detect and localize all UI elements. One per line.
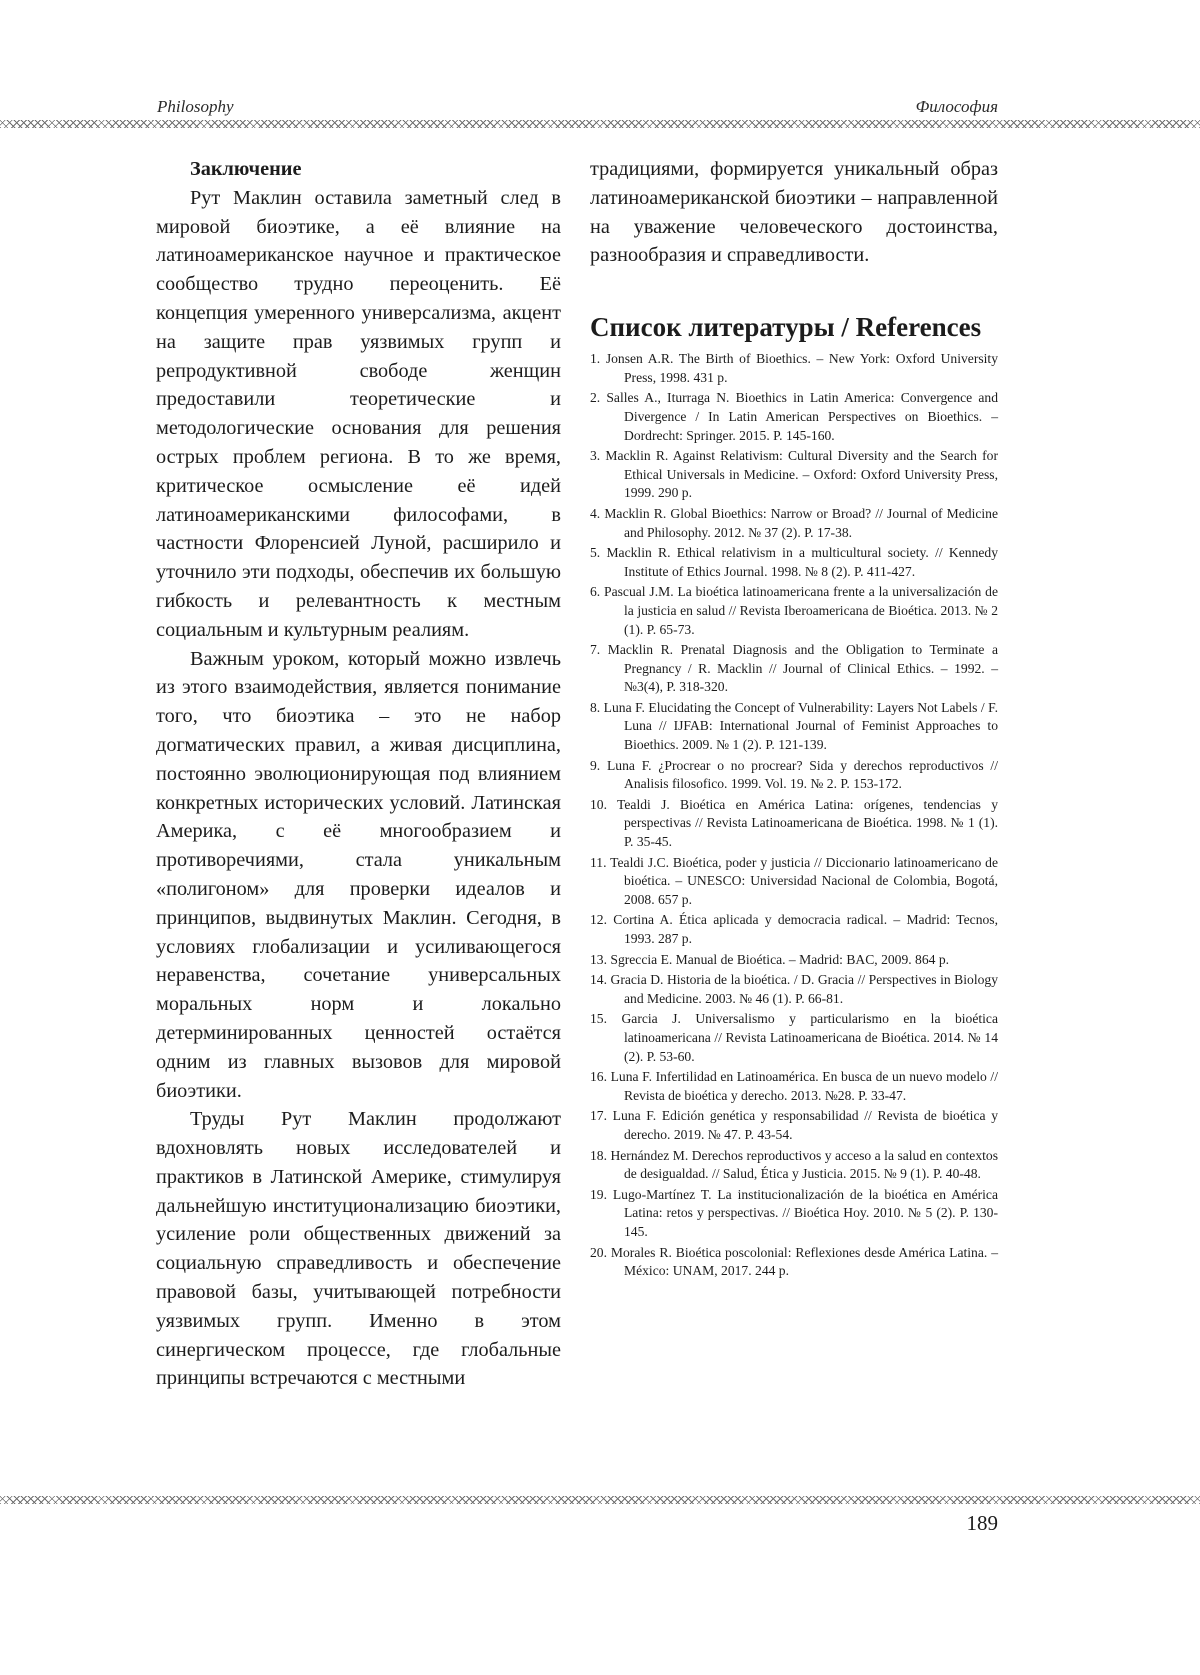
left-column xyxy=(156,155,561,1393)
reference-item: 13. Sgreccia E. Manual de Bioética. – Madrid: BAC, 2009. 864 p. xyxy=(590,951,950,967)
paragraph: Важным уроком, который можно извлечь из этого взаимодействия, является понимание того, что биоэтика – это не набор догматических правил, а живая дисциплина, постоянно эволюционирующая под влиянием конкретных исторических условий. Латинская Америка, с её многообразием и противоречиями, стала уникальным «полигоном» для проверки идеалов и принципов, выдвинутых Маклин. Сегодня, в условиях глобализации и усиливающегося неравенства, сочетание универсальных моральных норм и локально детерминированных ценностей остаётся одним из главных вызовов для мировой биоэтики. xyxy=(156,647,561,1102)
right-column xyxy=(590,155,998,1283)
header-divider xyxy=(0,120,1200,128)
reference-item: 6. Pascual J.M. La bioética latinoamericana frente a la universalización de la justicia en salud // Revista Iberoamericana de Bioética. 2013. № 2 (1). P. 65-73. xyxy=(590,584,998,637)
reference-item: 17. Luna F. Edición genética y responsabilidad // Revista de bioética y derecho. 2019. № 47. P. 43-54. xyxy=(590,1108,998,1142)
reference-item: 18. Hernández M. Derechos reproductivos y acceso a la salud en contextos de desigualdad. // Salud, Ética y Justicia. 2015. № 9 (1). P. 40-48. xyxy=(590,1147,998,1182)
reference-item: 1. Jonsen A.R. The Birth of Bioethics. – New York: Oxford University Press, 1998. 431 p. xyxy=(590,351,998,385)
reference-item: 7. Macklin R. Prenatal Diagnosis and the Obligation to Terminate a Pregnancy / R. Macklin // Journal of Clinical Ethics. – 1992. – №3(4), P. 318-320. xyxy=(590,642,998,695)
reference-item: 11. Tealdi J.C. Bioética, poder y justicia // Diccionario latinoamericano de bioética. – UNESCO: Universidad Nacional de Colombia, Bogotá, 2008. 657 p. xyxy=(590,854,998,907)
reference-item: 2. Salles A., Iturraga N. Bioethics in Latin America: Convergence and Divergence / In Latin American Perspectives on Bioethics. – Dordrecht: Springer. 2015. P. 145-160. xyxy=(590,390,998,443)
reference-item: 10. Tealdi J. Bioética en América Latina: orígenes, tendencias y perspectivas // Revista Latinoamericana de Bioética. 1998. № 1 (1). P. 35-45. xyxy=(590,796,998,850)
reference-list xyxy=(590,350,998,1281)
section-heading: Заключение xyxy=(190,158,302,180)
reference-item: 14. Gracia D. Historia de la bioética. / D. Gracia // Perspectives in Biology and Medicine. 2003. № 46 (1). P. 66-81. xyxy=(590,972,998,1006)
reference-item: 8. Luna F. Elucidating the Concept of Vulnerability: Layers Not Labels / F. Luna // IJFAB: International Journal of Feminist Approaches to Bioethics. 2009. № 1 (2). P. 121-139. xyxy=(590,699,998,753)
paragraph: Труды Рут Маклин продолжают вдохновлять новых исследователей и практиков в Латинской Америке, стимулируя дальнейшую институционализацию биоэтики, усиление роли общественных движений за социальную справедливость и обеспечение правовой базы, учитывающей потребности уязвимых групп. Именно в этом синергическом процессе, где глобальные принципы встречаются с местными xyxy=(156,1108,561,1390)
reference-item: 20. Morales R. Bioética poscolonial: Reflexiones desde América Latina. – México: UNAM, 2017. 244 p. xyxy=(590,1244,998,1279)
reference-item: 15. Garcia J. Universalismo y particularismo en la bioética latinoamericana // Revista Latinoamericana de Bioética. 2014. № 14 (2). P. 53-60. xyxy=(590,1011,998,1064)
running-header-right: Философия xyxy=(915,97,998,116)
paragraph: Рут Маклин оставила заметный след в мировой биоэтике, а её влияние на латиноамериканское научное и практическое сообщество трудно переоценить. Её концепция умеренного универсализма, акцент на защите прав уязвимых групп и репродуктивной свободе женщин предоставили теоретические и методологические основания для решения острых проблем региона. В то же время, критическое осмысление её идей латиноамериканскими философами, в частности Флоренсией Луной, расширило и уточнило эти подходы, обеспечив их большую гибкость и релевантность к местным социальным и культурным реалиям. xyxy=(156,186,561,641)
reference-item: 3. Macklin R. Against Relativism: Cultural Diversity and the Search for Ethical Universals in Medicine. – Oxford: Oxford University Press, 1999. 290 p. xyxy=(590,448,998,501)
running-header-left: Philosophy xyxy=(157,97,234,116)
reference-item: 16. Luna F. Infertilidad en Latinoamérica. En busca de un nuevo modelo // Revista de bioética y derecho. 2013. №28. P. 33-47. xyxy=(590,1069,998,1103)
reference-item: 12. Cortina A. Ética aplicada y democracia radical. – Madrid: Tecnos, 1993. 287 p. xyxy=(590,912,998,946)
paragraph-continuation: традициями, формируется уникальный образ латиноамериканской биоэтики – направленной на уважение человеческого достоинства, разнообразия и справедливости. xyxy=(590,158,998,267)
footer-divider xyxy=(0,1496,1200,1504)
references-title: Список литературы / References xyxy=(590,312,982,343)
reference-item: 19. Lugo-Martínez T. La institucionalización de la bioética en América Latina: retos y perspectivas. // Bioética Hoy. 2010. № 5 (2). P. 130-145. xyxy=(590,1186,998,1239)
reference-item: 4. Macklin R. Global Bioethics: Narrow or Broad? // Journal of Medicine and Philosophy. 2012. № 37 (2). P. 17-38. xyxy=(590,505,998,540)
reference-item: 5. Macklin R. Ethical relativism in a multicultural society. // Kennedy Institute of Ethics Journal. 1998. № 8 (2). P. 411-427. xyxy=(590,545,998,579)
page-number: 189 xyxy=(966,1511,998,1535)
reference-item: 9. Luna F. ¿Procrear o no procrear? Sida y derechos reproductivos // Analisis filosofico. 1999. Vol. 19. № 2. P. 153-172. xyxy=(590,757,998,792)
